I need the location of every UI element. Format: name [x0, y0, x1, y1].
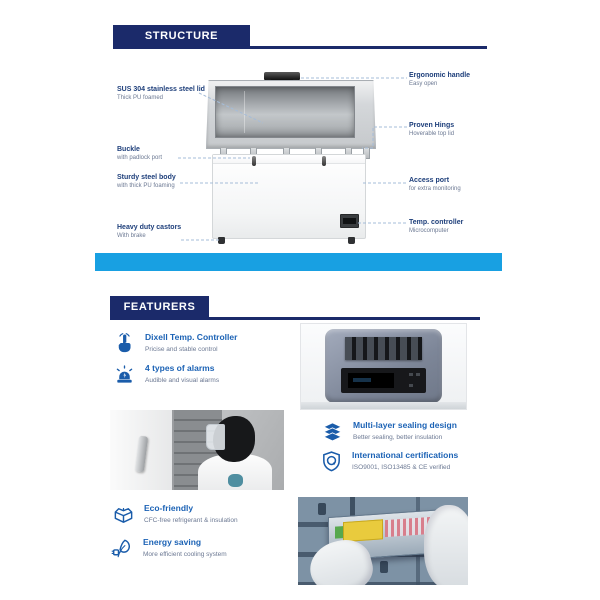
callout-temp-controller: Temp. controller Microcomputer — [409, 219, 464, 234]
controller-vent-grille — [345, 337, 422, 360]
structure-header-label: STRUCTURE — [113, 25, 250, 46]
sample-tubes-green — [335, 526, 343, 539]
drawer-handle-mark — [380, 561, 388, 573]
callout-steel-body: Sturdy steel body with thick PU foaming — [117, 174, 176, 189]
energy-icon — [111, 537, 134, 560]
callout-handle: Ergonomic handle Easy open — [409, 72, 471, 87]
controller-button — [409, 373, 413, 376]
freezer-buckle — [252, 156, 256, 166]
controller-display — [348, 373, 394, 388]
freezer-castor — [218, 237, 225, 244]
feature-sealing: Multi-layer sealing design Better sealing, better insulation — [321, 420, 457, 443]
feature-certifications: International certifications ISO9001, ISO13485 & CE verified — [320, 450, 458, 473]
certification-icon — [320, 450, 343, 473]
freezer-temp-controller — [340, 214, 359, 228]
features-section-header — [110, 296, 480, 320]
chest-freezer-illustration — [200, 68, 380, 244]
eco-icon — [112, 503, 135, 526]
callout-buckle: Buckle with padlock port — [117, 146, 163, 161]
freezer-handle — [264, 72, 300, 80]
drawer-handle-mark — [318, 503, 326, 515]
photo-controller-closeup — [300, 323, 467, 410]
sample-box-yellow — [343, 519, 383, 542]
blue-divider-bar — [95, 253, 502, 271]
feature-alarms: 4 types of alarms Audible and visual alarms — [113, 363, 219, 386]
features-header-label: FEATURERS — [110, 296, 209, 317]
freezer-castor — [348, 237, 355, 244]
controller-button — [416, 373, 420, 376]
feature-eco-friendly: Eco-friendly CFC-free refrigerant & insulation — [112, 503, 238, 526]
photo-lab-worker-freezer — [110, 410, 284, 490]
photo-sample-drawer — [298, 497, 468, 585]
controller-button — [409, 384, 413, 387]
freezer-buckle — [322, 156, 326, 166]
callout-hinges: Proven Hings Hoverable top lid — [409, 122, 455, 137]
face-shield — [206, 424, 225, 450]
freezer-lid-stainless-panel — [215, 86, 355, 138]
freezer-body-seam — [301, 402, 466, 409]
alarm-icon — [113, 363, 136, 386]
callout-stainless-lid: SUS 304 stainless steel lid Thick PU foamed — [117, 86, 205, 101]
touch-icon — [113, 332, 136, 355]
callout-access-port: Access port for extra monitoring — [409, 177, 461, 192]
callout-castors: Heavy duty castors With brake — [117, 224, 182, 239]
layers-icon — [321, 420, 344, 443]
gloved-hand-right — [424, 505, 468, 585]
structure-section-header — [113, 25, 487, 49]
feature-dixell-controller: Dixell Temp. Controller Pricise and stable control — [113, 332, 237, 355]
feature-energy-saving: Energy saving More efficient cooling system — [111, 537, 227, 560]
person-glove — [228, 474, 243, 487]
